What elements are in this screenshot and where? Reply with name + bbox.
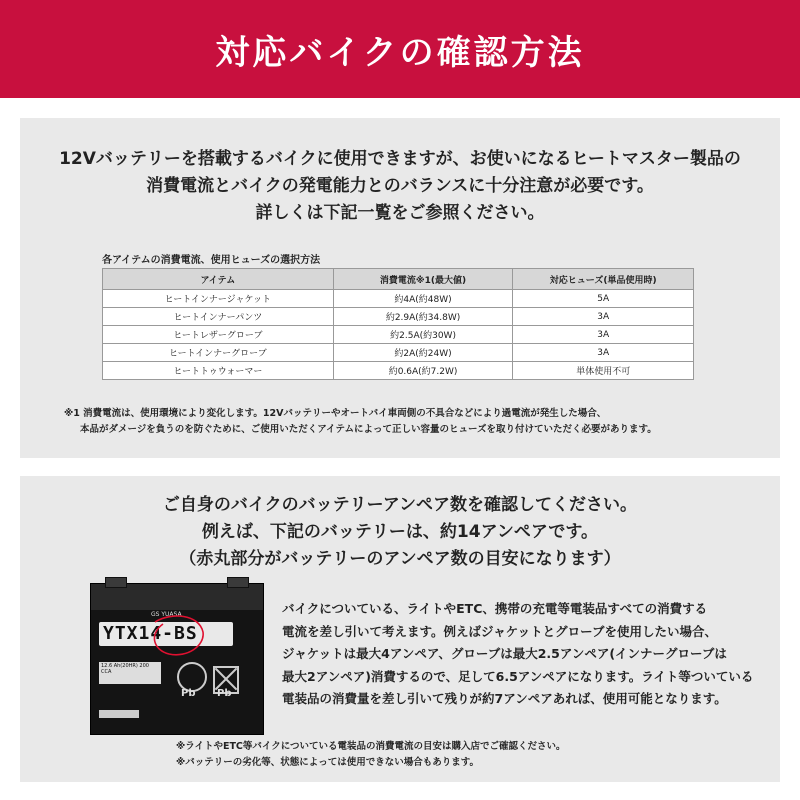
intro-line-2: 消費電流とバイクの発電能力とのバランスに十分注意が必要です。 xyxy=(146,176,654,196)
explain-line-1: バイクについている、ライトやETC、携帯の充電等電装品すべての消費する xyxy=(282,601,708,616)
note-line-1: ※1 消費電流は、使用環境により変化します。12Vバッテリーやオートバイ車両側の不具合などにより過電流が発生した場合、 xyxy=(64,408,607,419)
pb-mark-2: Pb xyxy=(217,688,232,699)
battery-brand: GS YUASA xyxy=(151,611,182,618)
explain-line-5: 電装品の消費量を差し引いて残りが約7アンペアあれば、使用可能となります。 xyxy=(282,691,727,706)
explain-line-3: ジャケットは最大4アンペア、グローブは最大2.5アンペア(インナーグローブは xyxy=(282,646,727,661)
note-line-2: 本品がダメージを負うのを防ぐために、ご使用いただくアイテムによって正しい容量のヒューズを取り付けていただく必要があります。 xyxy=(80,424,657,435)
explanation-text xyxy=(282,598,762,711)
footnote-2: ※バッテリーの劣化等、状態によっては使用できない場合もあります。 xyxy=(176,757,479,768)
table-caption: 各アイテムの消費電流、使用ヒューズの選択方法 xyxy=(102,255,321,266)
header-current: 消費電流※1(最大値) xyxy=(333,269,513,290)
current-note xyxy=(64,406,657,438)
cell-fuse: 3A xyxy=(513,344,694,362)
fuse-info-panel xyxy=(20,118,780,458)
cell-item: ヒートトゥウォーマー xyxy=(103,362,334,380)
cell-item: ヒートインナーグローブ xyxy=(103,344,334,362)
battery-model-label: YTX14-BS xyxy=(99,622,233,646)
intro-text xyxy=(20,146,780,227)
explain-line-4: 最大2アンペア)消費するので、足して6.5アンペアになります。ライト等ついている xyxy=(282,668,754,684)
cell-fuse: 単体使用不可 xyxy=(513,362,694,380)
question-line-1: ご自身のバイクのバッテリーアンペア数を確認してください。 xyxy=(162,495,638,515)
battery-image xyxy=(90,583,264,735)
cell-fuse: 3A xyxy=(513,326,694,344)
table-header-row xyxy=(103,269,694,290)
table-row xyxy=(103,362,694,380)
table-row xyxy=(103,290,694,308)
cell-item: ヒートインナージャケット xyxy=(103,290,334,308)
question-line-3: （赤丸部分がバッテリーのアンペア数の目安になります） xyxy=(179,549,621,569)
cell-current: 約2.9A(約34.8W) xyxy=(333,308,513,326)
pb-mark-1: Pb xyxy=(181,688,196,699)
header-fuse: 対応ヒューズ(単品使用時) xyxy=(513,269,694,290)
fuse-table xyxy=(102,268,694,380)
intro-line-3: 詳しくは下記一覧をご参照ください。 xyxy=(255,203,545,223)
footnotes xyxy=(176,739,566,771)
cell-fuse: 3A xyxy=(513,308,694,326)
table-row xyxy=(103,326,694,344)
page-title: 対応バイクの確認方法 xyxy=(215,32,585,73)
header-item: アイテム xyxy=(103,269,334,290)
cell-current: 約0.6A(約7.2W) xyxy=(333,362,513,380)
cell-current: 約2A(約24W) xyxy=(333,344,513,362)
question-line-2: 例えば、下記のバッテリーは、約14アンペアです。 xyxy=(201,522,599,542)
explain-line-2: 電流を差し引いて考えます。例えばジャケットとグローブを使用したい場合、 xyxy=(282,623,718,639)
footnote-1: ※ライトやETC等バイクについている電装品の消費電流の目安は購入店でご確認ください。 xyxy=(176,741,566,752)
battery-question xyxy=(20,492,780,573)
cell-item: ヒートレザーグローブ xyxy=(103,326,334,344)
cell-fuse: 5A xyxy=(513,290,694,308)
battery-spec-label: 12.6 Ah(20HR) 200 CCA xyxy=(99,662,161,684)
battery-check-panel xyxy=(20,476,780,782)
cell-current: 約2.5A(約30W) xyxy=(333,326,513,344)
cell-item: ヒートインナーパンツ xyxy=(103,308,334,326)
cell-current: 約4A(約48W) xyxy=(333,290,513,308)
intro-line-1: 12Vバッテリーを搭載するバイクに使用できますが、お使いになるヒートマスター製品の xyxy=(59,149,741,169)
table-row xyxy=(103,344,694,362)
table-row xyxy=(103,308,694,326)
header-banner xyxy=(0,0,800,98)
red-circle-highlight xyxy=(91,584,263,734)
